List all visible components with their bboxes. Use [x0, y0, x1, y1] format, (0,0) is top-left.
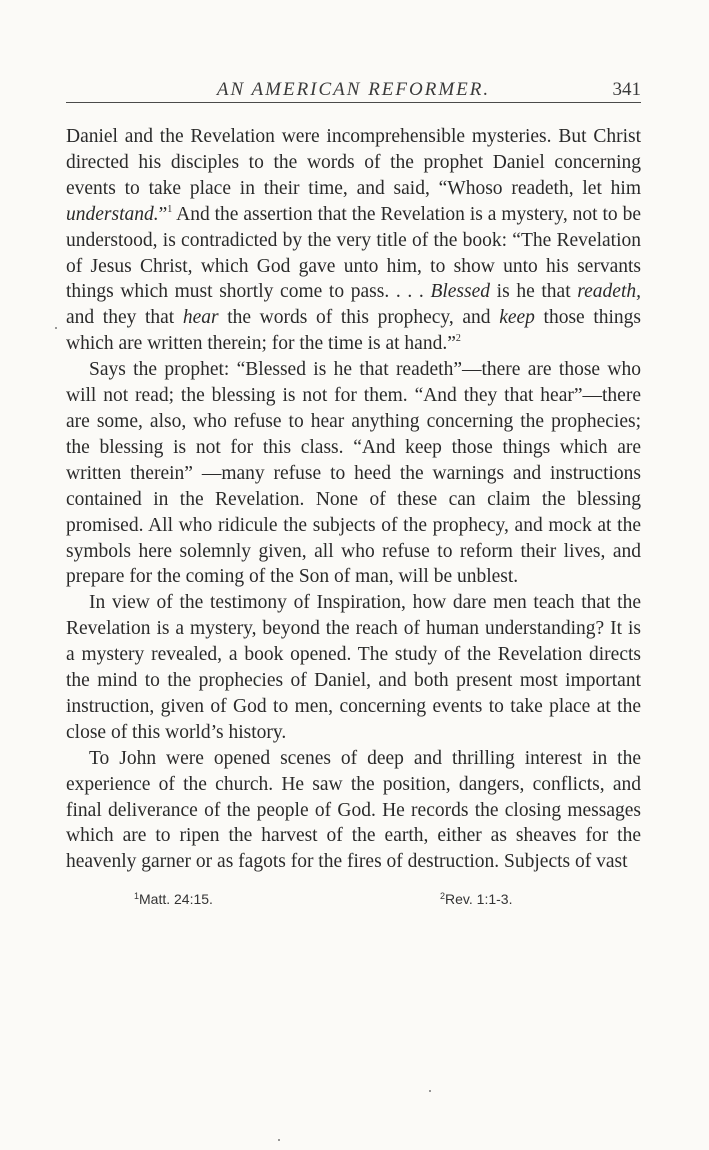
body-text [66, 124, 641, 875]
footnote-1 [134, 891, 213, 907]
emphasis-readeth: readeth, [577, 281, 641, 303]
footnote-ref-2: 2 [455, 333, 461, 345]
text-run: ” [158, 203, 168, 225]
text-run: is he that [490, 281, 578, 303]
footnotes [66, 891, 641, 913]
footnote-mark: 2 [440, 891, 446, 902]
emphasis-hear: hear [182, 307, 219, 329]
text-run: Daniel and the Revelation were incomprehensible mysteries. But Christ directed his disciples to the words of the prophet Daniel concerning events to take place in their time, and said, “Whoso readeth, let him [66, 126, 641, 199]
footnote-text: Matt. 24:15. [139, 891, 213, 908]
text-run: And the assertion that the Revelation is a mystery, not to be understood, is contradicted by the very title of the book: “The Revelation of Jesus Christ, which God gave unto him, to show unto his servants things which must shortly come to pass. . . . [66, 203, 641, 303]
footnote-2 [440, 891, 512, 907]
paragraph-2: Says the prophet: “Blessed is he that readeth”—there are those who will not read; the blessing is not for them. “And they that hear”—there are some, also, who refuse to hear anything concerning the prophecies; the blessing is not for this class. “And keep those things which are written therein” —many refuse to heed the warnings and instructions contained in the Revelation. None of these can claim the blessing promised. All who ridicule the subjects of the prophecy, and mock at the symbols here solemnly given, all who refuse to reform their lives, and prepare for the coming of the Son of man, will be unblest. [66, 359, 641, 588]
paragraph-1 [66, 124, 641, 357]
speck [429, 1090, 431, 1092]
paragraph-4: To John were opened scenes of deep and thrilling interest in the experience of the church. He saw the position, dangers, conflicts, and final deliverance of the people of God. He records the closing messages which are to ripen the harvest of the earth, either as sheaves for the heavenly garner or as fagots for the fires of destruction. Subjects of vast [66, 747, 641, 873]
footnote-ref-1: 1 [167, 203, 173, 215]
speck [55, 327, 57, 329]
text-run: and they that [66, 307, 183, 329]
book-page [66, 76, 641, 913]
running-head [66, 76, 641, 103]
speck [278, 1139, 280, 1141]
running-title: AN AMERICAN REFORMER. [216, 79, 491, 100]
page-number: 341 [612, 79, 641, 100]
footnote-text: Rev. 1:1-3. [445, 891, 513, 908]
emphasis-understand: understand. [66, 203, 159, 225]
emphasis-blessed: Blessed [430, 281, 491, 303]
text-run: the words of this prophecy, and [218, 307, 500, 329]
footnote-mark: 1 [134, 891, 140, 902]
paragraph-3: In view of the testimony of Inspiration, how dare men teach that the Revelation is a mystery, beyond the reach of human understanding? It is a mystery revealed, a book opened. The study of the Revelation directs the mind to the prophecies of Daniel, and both present most important instruction, given of God to men, concerning events to take place at the close of this world’s history. [66, 592, 641, 743]
text-run: those things which are written therein; for the time is at hand.” [66, 307, 641, 355]
emphasis-keep: keep [499, 307, 535, 329]
